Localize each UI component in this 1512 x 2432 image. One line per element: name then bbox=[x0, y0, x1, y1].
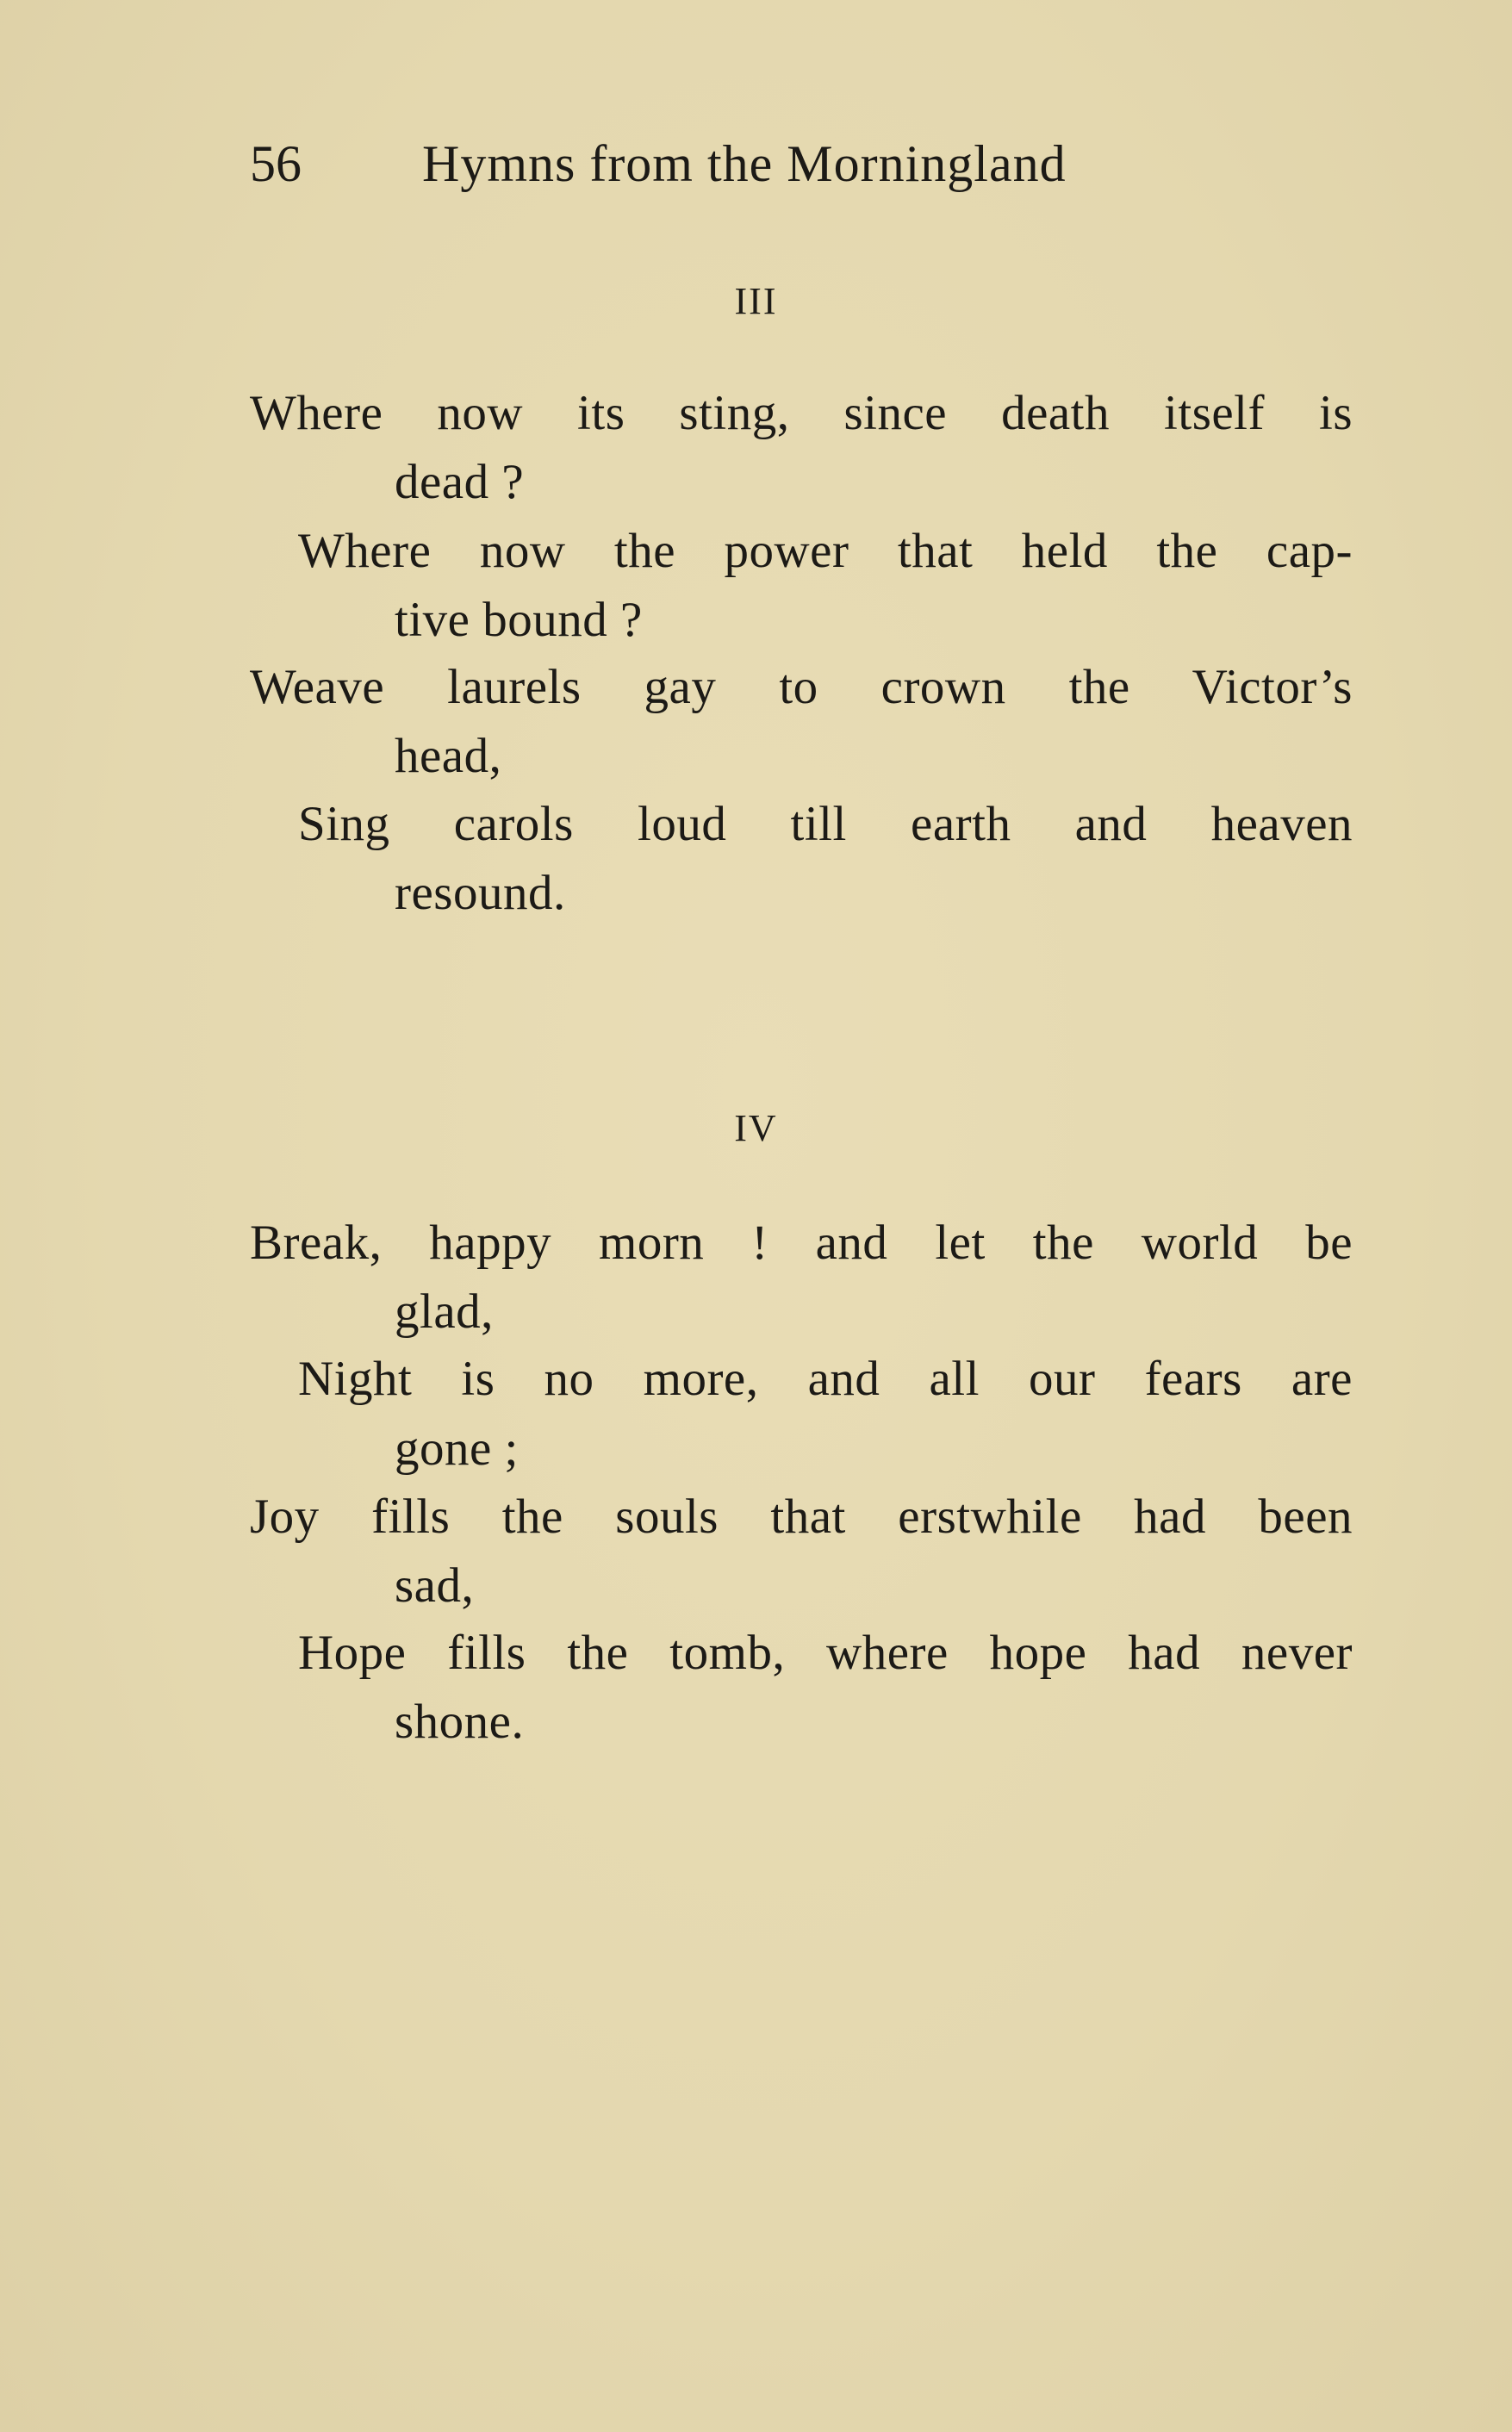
poem-line: Weave laurels gay to crown the Victor’s bbox=[250, 660, 1353, 714]
poem-line-continuation: head, bbox=[395, 729, 502, 783]
poem-line: Where now the power that held the cap- bbox=[298, 524, 1353, 578]
poem-line-continuation: gone ; bbox=[395, 1421, 519, 1476]
poem-line: Sing carols loud till earth and heaven bbox=[298, 797, 1353, 851]
running-title: Hymns from the Morningland bbox=[422, 135, 1067, 192]
poem-line: Night is no more, and all our fears are bbox=[298, 1352, 1353, 1406]
page-number: 56 bbox=[250, 135, 302, 192]
poem-line-continuation: shone. bbox=[395, 1695, 525, 1749]
page-header bbox=[250, 129, 1198, 198]
poem-line-continuation: glad, bbox=[395, 1284, 494, 1339]
stanza-number-iii: III bbox=[734, 280, 778, 322]
stanza-number-iv: IV bbox=[734, 1107, 778, 1149]
poem-line: Where now its sting, since death itself is bbox=[250, 386, 1353, 440]
poem-line: Hope fills the tomb, where hope had never bbox=[298, 1626, 1353, 1680]
poem-line-continuation: resound. bbox=[395, 866, 566, 920]
poem-line-continuation: sad, bbox=[395, 1558, 475, 1613]
poem-line-continuation: dead ? bbox=[395, 455, 525, 509]
poem-line: Joy fills the souls that erstwhile had been bbox=[250, 1490, 1353, 1544]
poem-line-continuation: tive bound ? bbox=[395, 593, 643, 647]
poem-line: Break, happy morn ! and let the world be bbox=[250, 1216, 1353, 1270]
